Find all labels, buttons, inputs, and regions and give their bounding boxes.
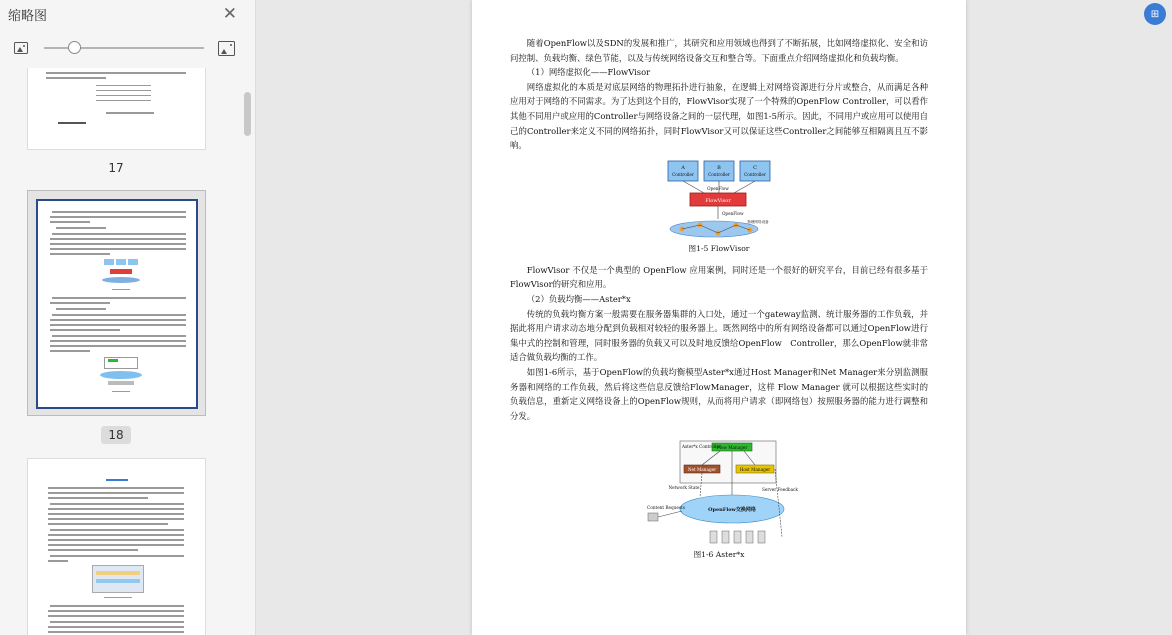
document-viewer[interactable] (257, 0, 1172, 635)
content-requests-label: Content Requests (647, 505, 685, 511)
thumbnail-page-image (36, 467, 198, 635)
thumbnail-size-toolbar (0, 28, 255, 68)
thumbnail-page-19[interactable] (27, 458, 206, 635)
document-page (472, 0, 966, 635)
thumbnail-page-image (36, 68, 198, 140)
paragraph-load-balancing: 传统的负载均衡方案一般需要在服务器集群的入口处，通过一个gateway监测、统计服务器的工作负载，并据此将用户请求动态地分配到负载相对较轻的服务器上。既然网络中的所有网络设备都可以通过OpenFlow进行集中式的控制和管理，同时服务器的负载又可以及时地反馈给OpenFlow Controller，那么OpenFlow就非常适合做负载均衡的工作。 (510, 308, 928, 363)
openflow-label-bottom: OpenFlow (722, 210, 744, 216)
client-computer (648, 513, 658, 521)
controller-b-label: Controller (708, 171, 730, 177)
controller-c-name: C (753, 164, 757, 171)
server-feedback-label: Server Feedback (762, 487, 798, 493)
server (710, 531, 717, 543)
page-number-18[interactable]: 18 (101, 426, 131, 444)
paragraph-flowvisor-summary: FlowVisor 不仅是一个典型的 OpenFlow 应用案例，同时还是一个很好的研究平台，目前已经有很多基于FlowVisor的研究和应用。 (510, 264, 928, 290)
flowvisor-label: FlowVisor (705, 197, 731, 204)
thumbnail-size-slider[interactable] (44, 47, 204, 49)
close-icon[interactable]: ✕ (222, 3, 237, 24)
sidebar-header (0, 0, 255, 28)
thumbnail-page-17[interactable] (27, 68, 206, 150)
asterx-controller-label: Aster*x Controller (682, 444, 721, 450)
controller-b-box (704, 161, 734, 181)
thumbnail-page-image (36, 199, 198, 409)
net-manager-label: Net Manager (687, 467, 717, 473)
network-label: 物理网络设备 (747, 219, 769, 224)
controller-b-name: B (717, 164, 721, 171)
thumbnail-page-18[interactable] (27, 190, 206, 416)
paragraph-intro: 随着OpenFlow以及SDN的发展和推广，其研究和应用领域也得到了不断拓展，比如网络虚拟化、安全和访问控制、负载均衡、绿色节能，以及与传统网络设备交互和整合等。下面重点介绍网络虚拟化和负载均衡。 (510, 38, 928, 63)
cloud-label: OpenFlow交换网络 (708, 507, 756, 514)
figure-1-5-caption: 图1-5 FlowVisor (688, 243, 750, 253)
asterx-diagram (640, 439, 798, 549)
sidebar-title: 缩略图 (8, 8, 48, 24)
controller-a-box (668, 161, 698, 181)
image-large-icon[interactable] (218, 41, 235, 56)
server (734, 531, 741, 543)
paragraph-asterx: 如图1-6所示，基于OpenFlow的负载均衡模型Aster*x通过Host Manager和Net Manager来分别监测服务器和网络的工作负载，然后将这些信息反馈给FlowManager，这样 Flow Manager 就可以根据这些实时的负载信息，重新定义网络设备上的OpenFlow规则，从而将用户请求（即网络包）按照服务器的能力进行调整和分发。 (510, 366, 928, 421)
figure-1-6-caption: 图1-6 Aster*x (693, 550, 745, 560)
slider-thumb[interactable] (68, 41, 81, 54)
paragraph-flowvisor: 网络虚拟化的本质是对底层网络的物理拓扑进行抽象，在逻辑上对网络资源进行分片或整合，从而满足各种应用对于网络的不同需求。为了达到这个目的，FlowVisor实现了一个特殊的OpenFlow Controller，可以看作其他不同用户或应用的Controller与网络设备之间的一层代理，如图1-5所示。因此，不同用户或应用可以使用自己的Controller来定义不同的网络拓扑，同时FlowVisor又可以保证这些Controller之间能够互相隔离且互不影响。 (510, 81, 928, 151)
controller-a-label: Controller (672, 171, 694, 177)
flowvisor-diagram (664, 159, 774, 243)
image-small-icon[interactable] (14, 42, 28, 54)
openflow-label-top: OpenFlow (707, 185, 729, 191)
network-state-label: Network State (668, 485, 700, 491)
thumbnail-sidebar (0, 0, 256, 635)
figure-flowvisor (664, 159, 774, 243)
flow-manager-label: Flow Manager (716, 445, 748, 451)
translate-icon[interactable]: ⊞ (1144, 3, 1166, 25)
controller-a-name: A (681, 164, 685, 171)
sidebar-scrollbar[interactable] (244, 92, 251, 136)
heading-flowvisor: （1）网络虚拟化——FlowVisor (526, 67, 651, 78)
heading-asterx: （2）负载均衡——Aster*x (526, 293, 631, 304)
page-content (510, 36, 928, 561)
host-manager-label: Host Manager (739, 467, 771, 473)
figure-asterx (640, 439, 798, 549)
controller-c-box (740, 161, 770, 181)
controller-c-label: Controller (744, 171, 766, 177)
server (722, 531, 729, 543)
page-number-17[interactable]: 17 (108, 161, 124, 175)
server (746, 531, 753, 543)
server (758, 531, 765, 543)
